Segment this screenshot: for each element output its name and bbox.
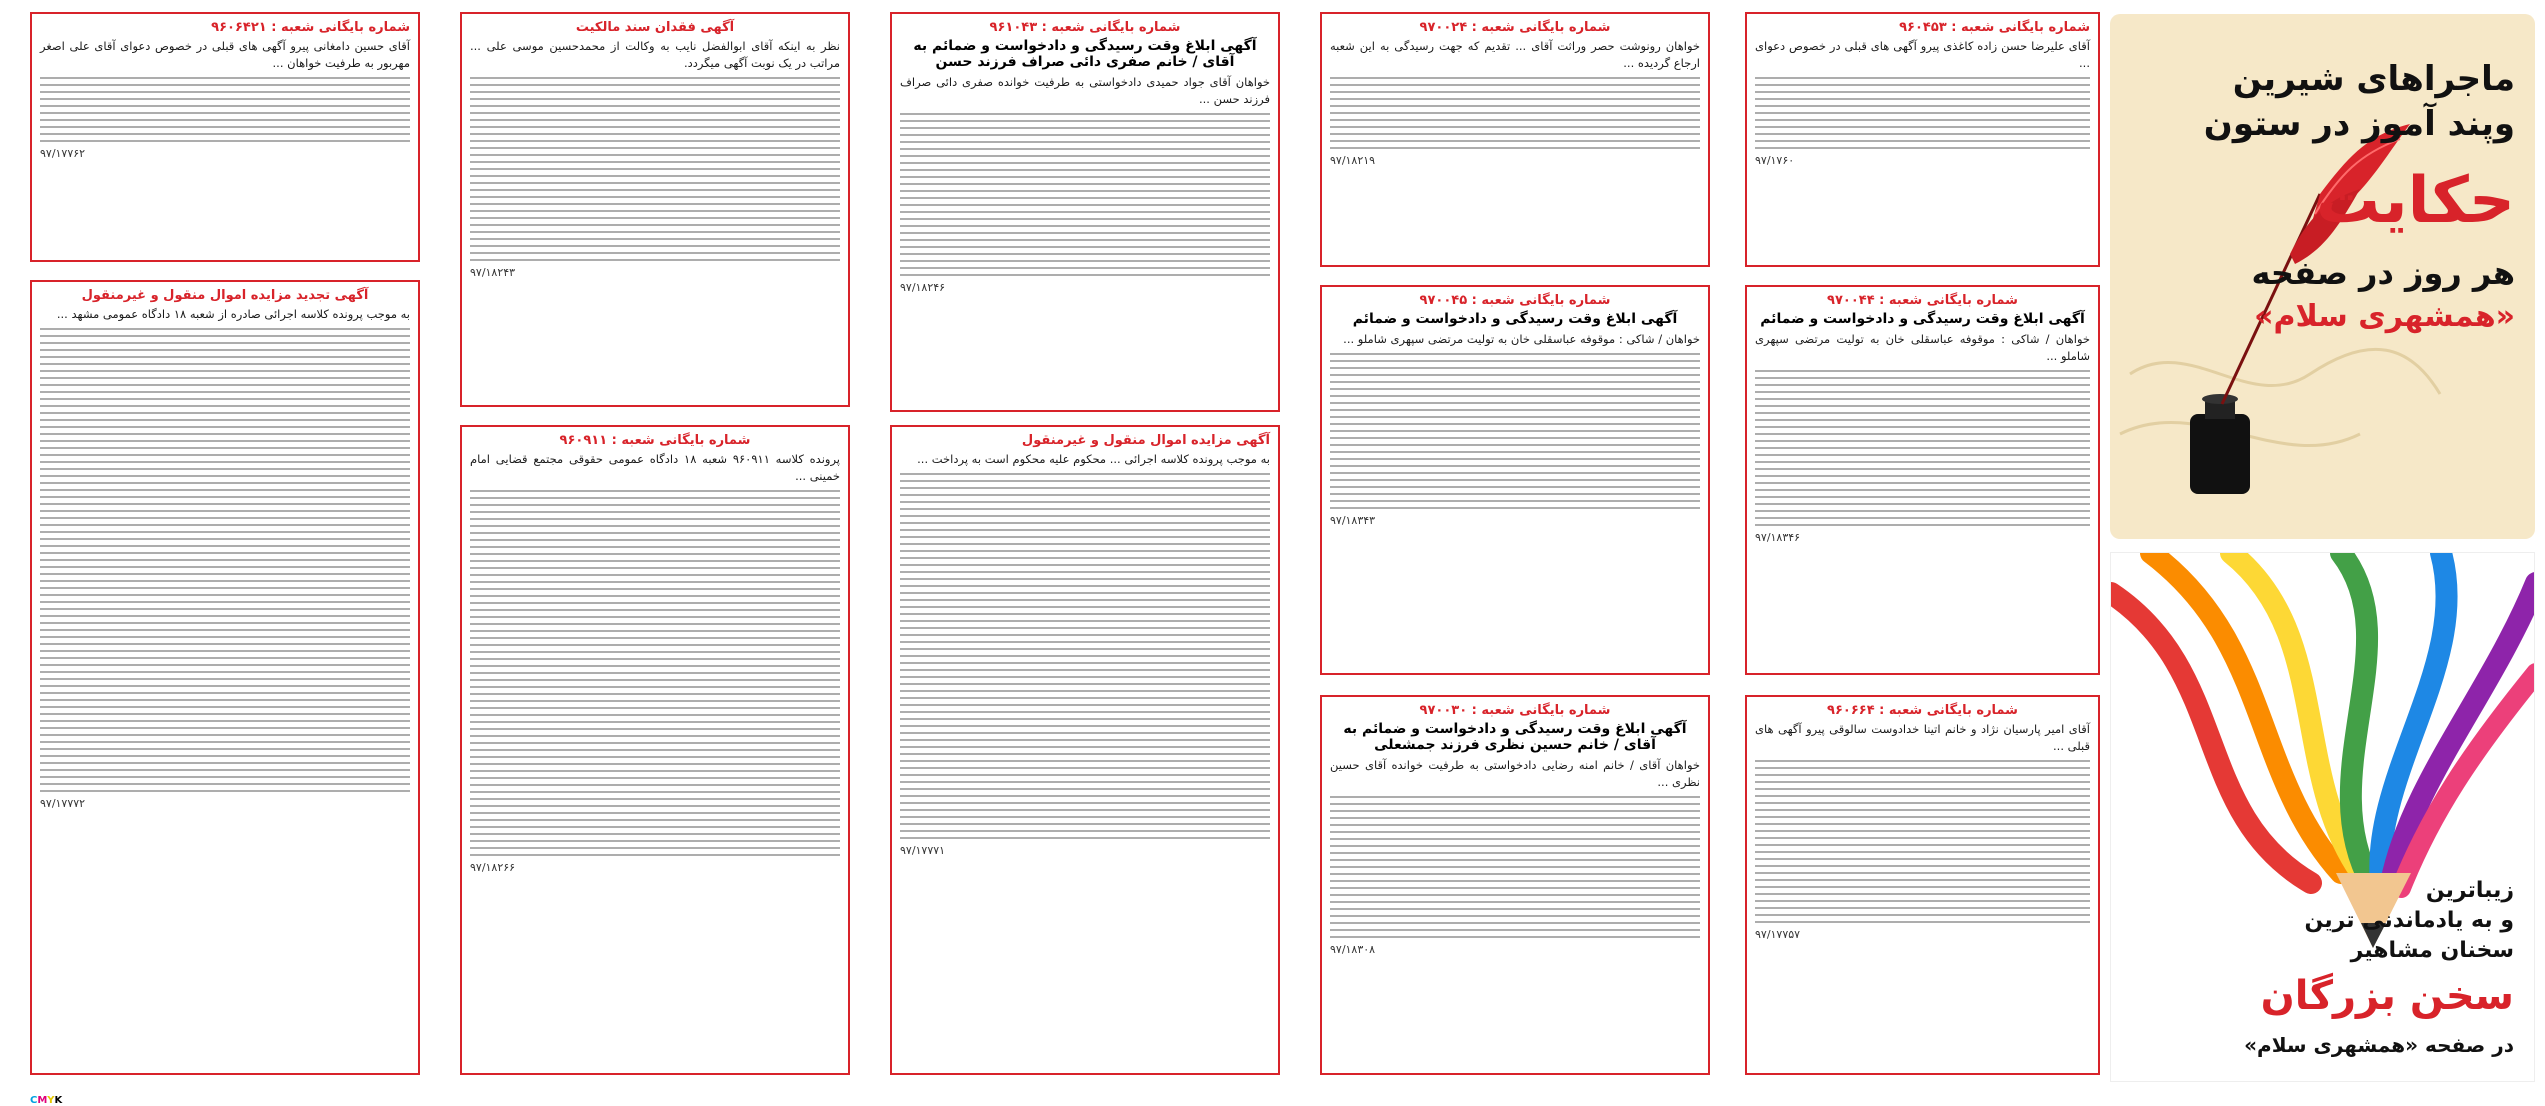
promo-line-4: در صفحه «همشهری سلام»: [2244, 1033, 2514, 1057]
ad-text-lines: [900, 113, 1270, 276]
ad-header: شماره بایگانی شعبه : ۹۷۰۰۴۴: [1827, 293, 2018, 308]
promo-subtitle-2: وپند آموز در ستون: [2203, 104, 2515, 144]
ad-footer: ۹۷/۱۸۲۴۳: [470, 266, 516, 279]
ad-footer: ۹۷/۱۷۷۵۷: [1755, 928, 1801, 941]
ad-header: آگهی فقدان سند مالکیت: [575, 20, 735, 35]
ad-header: شماره بایگانی شعبه : ۹۶۰۶۴۲۱: [211, 20, 410, 35]
ad-footer: ۹۷/۱۷۷۷۲: [40, 797, 86, 810]
ad-box: [1320, 12, 1710, 267]
ad-text-lines: [900, 473, 1270, 839]
ad-title: آگهی ابلاغ وقت رسیدگی و دادخواست و ضمائم: [1352, 311, 1678, 327]
ad-text-lines: [1330, 77, 1700, 149]
ad-text-lines: [1755, 760, 2090, 923]
ad-body: آقای امیر پارسیان نژاد و خانم اتینا خدادوست سالوقی پیرو آگهی های قبلی ...: [1755, 722, 2090, 753]
ad-header: شماره بایگانی شعبه : ۹۶۰۴۵۳: [1899, 20, 2090, 35]
ad-footer: ۹۷/۱۷۷۷۱: [900, 844, 946, 857]
promo-sokhan-bozorgan: [2110, 552, 2535, 1082]
promo-subtitle-3: هر روز در صفحه: [2251, 254, 2515, 292]
ad-header: شماره بایگانی شعبه : ۹۶۰۹۱۱: [559, 433, 751, 448]
ad-footer: ۹۷/۱۸۲۶۶: [470, 861, 516, 874]
promo-subtitle-4: «همشهری سلام»: [2254, 299, 2515, 334]
promo-line-3: سخنان مشاهیر: [2350, 938, 2514, 963]
ad-box: [30, 12, 420, 262]
ad-body: خواهان آقای / خانم امنه رضایی دادخواستی به طرفیت خوانده آقای حسین نظری ...: [1330, 758, 1700, 789]
cmyk-k: K: [54, 1095, 63, 1106]
ad-box: [30, 280, 420, 1075]
ad-box: [1320, 695, 1710, 1075]
ad-text-lines: [1755, 370, 2090, 526]
ad-body: به موجب پرونده کلاسه اجرائی ... محکوم علیه محکوم است به پرداخت ...: [917, 452, 1270, 466]
ad-body: آقای علیرضا حسن زاده کاغذی پیرو آگهی های قبلی در خصوص دعوای ...: [1755, 39, 2090, 70]
ad-footer: ۹۷/۱۸۲۴۶: [900, 281, 946, 294]
ad-title: آگهی ابلاغ وقت رسیدگی و دادخواست و ضمائم: [1760, 311, 2085, 327]
ad-box: [1320, 285, 1710, 675]
ad-footer: ۹۷/۱۸۲۱۹: [1330, 154, 1376, 167]
promo-hekayat: [2110, 14, 2535, 539]
ad-text-lines: [40, 77, 410, 142]
ad-box: [890, 425, 1280, 1075]
ad-header: شماره بایگانی شعبه : ۹۷۰۰۳۰: [1419, 703, 1611, 718]
ad-title: آگهی ابلاغ وقت رسیدگی و دادخواست و ضمائم به آقای / خانم حسین نظری فرزند جمشعلی: [1343, 721, 1687, 753]
ad-header: شماره بایگانی شعبه : ۹۶۰۶۶۴: [1827, 703, 2018, 718]
promo-headline: حکایت: [2315, 164, 2515, 238]
ad-body: خواهان آقای جواد حمیدی دادخواستی به طرفیت خوانده صفری دائی صراف فرزند حسن ...: [900, 75, 1270, 106]
ad-title: آگهی ابلاغ وقت رسیدگی و دادخواست و ضمائم به آقای / خانم صفری دائی صراف فرزند حسن: [913, 38, 1257, 70]
cmyk-c: C: [30, 1095, 38, 1106]
ad-header: آگهی تجدید مزایده اموال منقول و غیرمنقول: [81, 288, 369, 303]
ad-footer: ۹۷/۱۸۳۰۸: [1330, 943, 1376, 956]
ad-text-lines: [470, 490, 840, 856]
ad-body: آقای حسین دامغانی پیرو آگهی های قبلی در خصوص دعوای آقای علی اصغر مهربور به طرفیت خواهان ...: [40, 39, 410, 70]
ad-header: آگهی مزایده اموال منقول و غیرمنقول: [1021, 433, 1270, 448]
ad-body: پرونده کلاسه ۹۶۰۹۱۱ شعبه ۱۸ دادگاه عمومی حقوقی مجتمع قضایی امام خمینی ...: [470, 452, 840, 483]
promo-subtitle-1: ماجراهای شیرین: [2232, 59, 2515, 99]
ad-header: شماره بایگانی شعبه : ۹۷۰۰۴۵: [1419, 293, 1611, 308]
ad-body: خواهان / شاکی : موقوفه عباسقلی خان به تولیت مرتضی سپهری شاملو ...: [1755, 332, 2090, 363]
ad-body: خواهان رونوشت حصر وراثت آقای ... تقدیم که جهت رسیدگی به این شعبه ارجاع گردیده ...: [1330, 39, 1700, 70]
ad-header: شماره بایگانی شعبه : ۹۷۰۰۲۴: [1419, 20, 1611, 35]
ad-footer: ۹۷/۱۷۶۰: [1755, 154, 1795, 167]
ad-body: به موجب پرونده کلاسه اجرائی صادره از شعبه ۱۸ دادگاه عمومی مشهد ...: [56, 307, 410, 321]
ad-text-lines: [1330, 353, 1700, 509]
ad-text-lines: [470, 77, 840, 261]
ad-box: [460, 12, 850, 407]
ad-text-lines: [1330, 796, 1700, 938]
promo-headline: سخن بزرگان: [2260, 973, 2514, 1019]
ad-box: [460, 425, 850, 1075]
ad-body: خواهان / شاکی : موقوفه عباسقلی خان به تولیت مرتضی سپهری شاملو ...: [1343, 332, 1700, 346]
cmyk-registration-mark: [30, 1095, 62, 1106]
ad-footer: ۹۷/۱۷۷۶۲: [40, 147, 86, 160]
ad-box: [1745, 12, 2100, 267]
ad-box: [1745, 695, 2100, 1075]
cmyk-y: Y: [47, 1095, 55, 1106]
ad-footer: ۹۷/۱۸۳۴۶: [1755, 531, 1801, 544]
promo-line-2: و به یادماندنی ترین: [2304, 908, 2514, 933]
ad-text-lines: [1755, 77, 2090, 149]
promo-line-1: زیباترین: [2425, 878, 2514, 903]
ad-box: [1745, 285, 2100, 675]
ad-body: نظر به اینکه آقای ابوالفضل نایب به وکالت از محمدحسین موسی علی ... مراتب در یک نوبت آگهی میگردد.: [470, 39, 840, 70]
cmyk-m: M: [37, 1095, 48, 1106]
ad-box: [890, 12, 1280, 412]
ad-header: شماره بایگانی شعبه : ۹۶۱۰۴۳: [989, 20, 1181, 35]
ad-footer: ۹۷/۱۸۳۴۳: [1330, 514, 1376, 527]
ad-text-lines: [40, 328, 410, 792]
